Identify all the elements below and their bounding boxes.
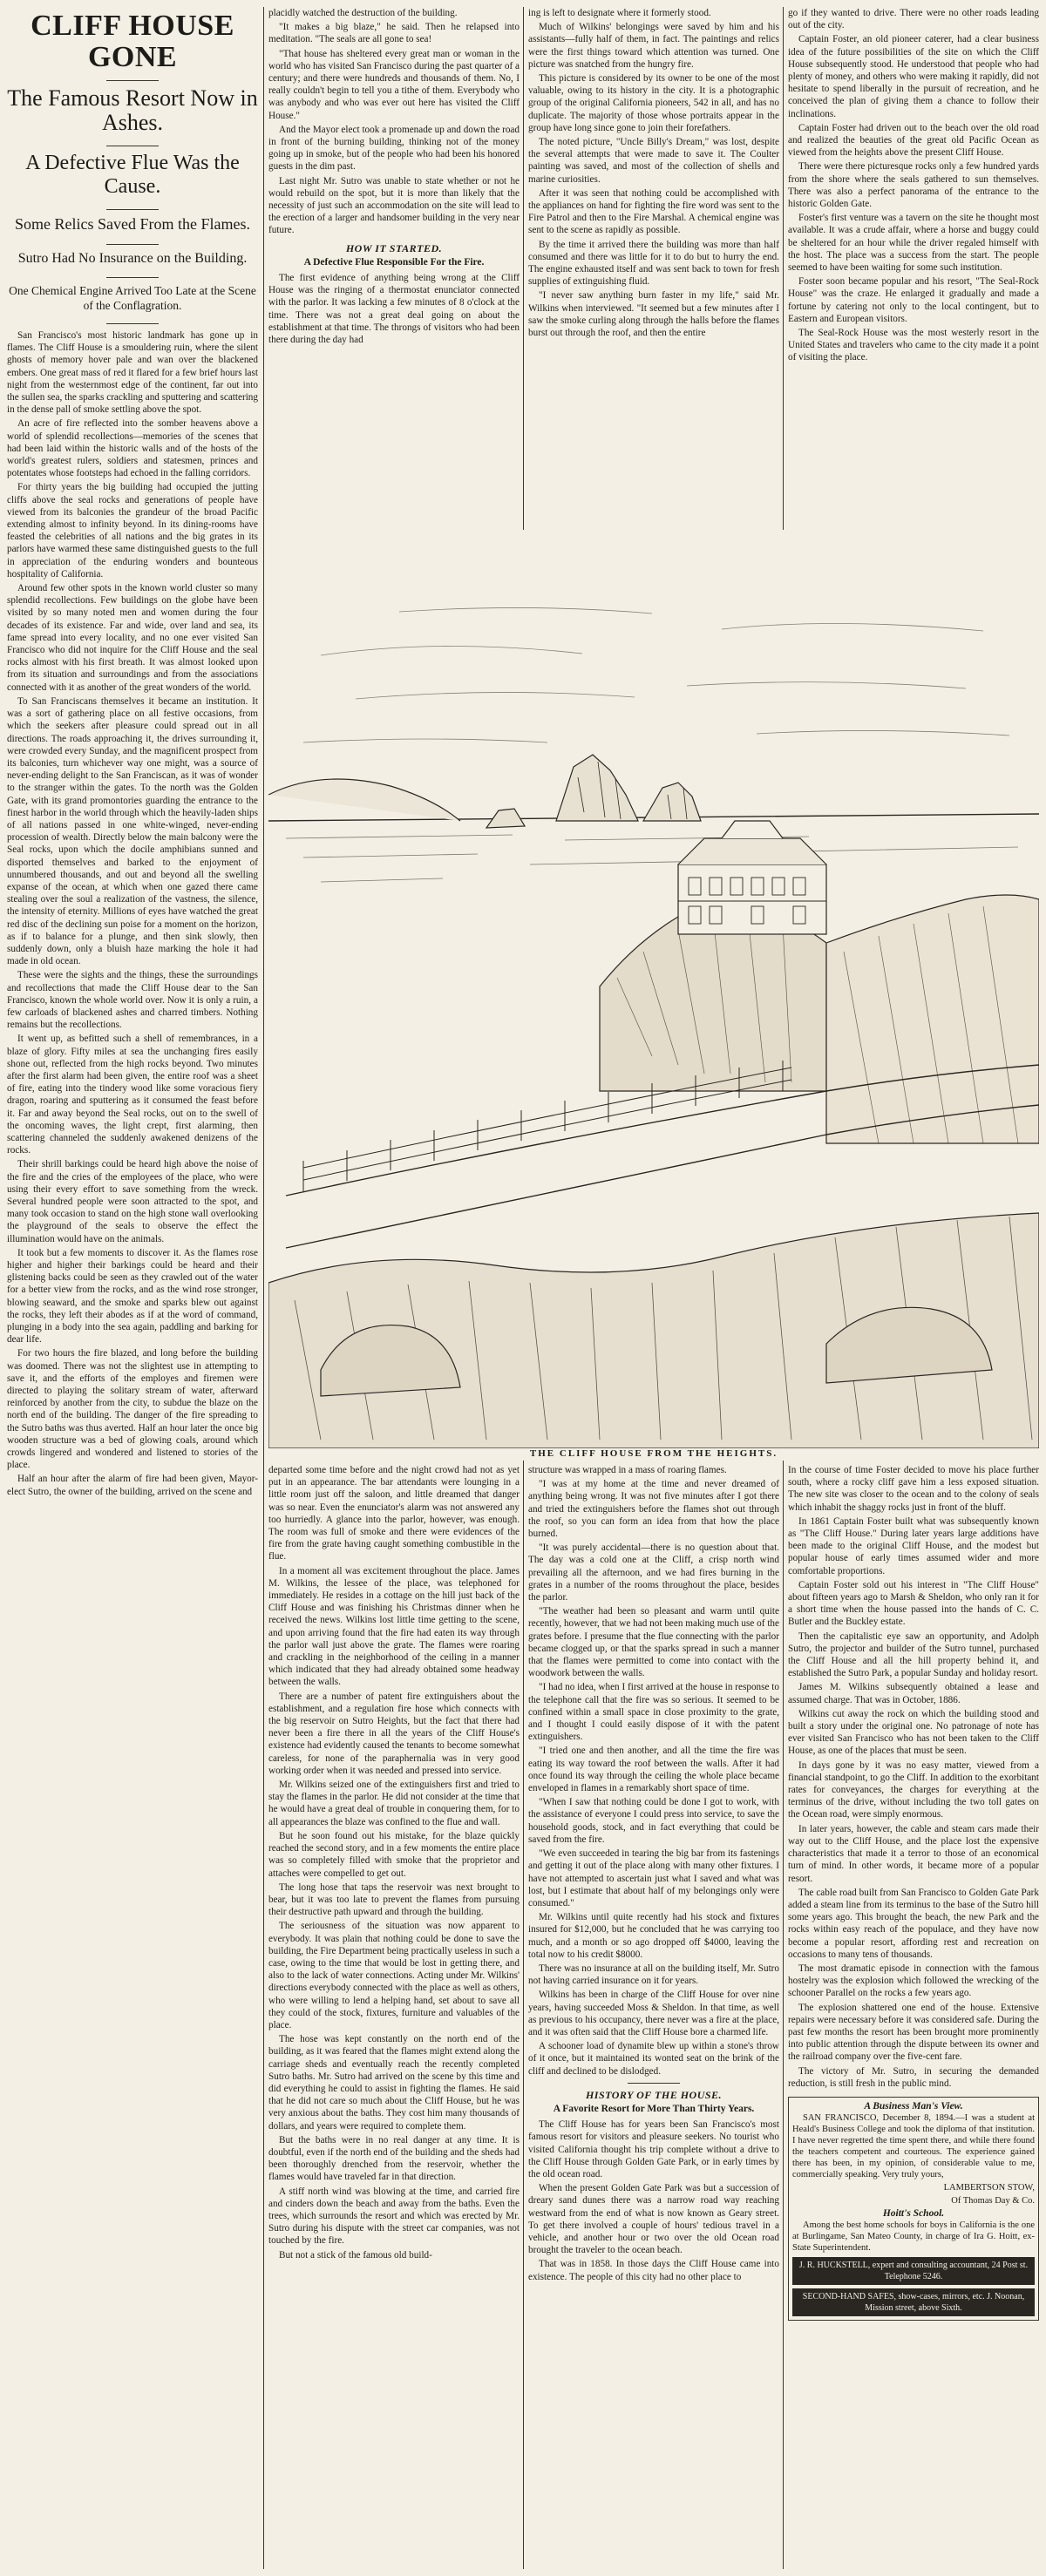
article-paragraph: Foster soon became popular and his resort, "The Seal-Rock House" was the craze. He enlarged it gradually and made a fortune by catering not only to the local contingent, but to Eastern and European visitors. [788, 276, 1039, 324]
article-paragraph: "When I saw that nothing could be done I got to work, with the assistance of everyone I could press into service, to save the household goods, stock, and in fact everything that could be saved from the fire. [528, 1797, 779, 1845]
article-paragraph: The Seal-Rock House was the most westerly resort in the United States and travelers who came to the city made it a point of visiting the place. [788, 328, 1039, 363]
article-paragraph: The explosion shattered one end of the house. Extensive repairs were necessary before it was considered safe. During the past few months the resort has been brought more prominently into public attention through the dispute between its owner and the railroad company over the five-cent fare. [788, 2002, 1039, 2063]
headline-deck-5: One Chemical Engine Arrived Too Late at the Scene of the Conflagration. [9, 284, 256, 312]
ad-title: A Business Man's View. [864, 2100, 963, 2112]
article-paragraph: In days gone by it was no easy matter, viewed from a financial standpoint, to go the Cliff. In addition to the exorbitant rates for conveyances, the charges for everything at the terminus of the drive, without including the two toll gates on the Ocean road, were simply enormous. [788, 1759, 1039, 1820]
article-paragraph: "We even succeeded in tearing the big bar from its fastenings and getting it out of the place along with many other fixtures. I have not attempted to ascertain just what I saved and what was lost, but I estimate that about half of my belongings only were consumed." [528, 1848, 779, 1908]
article-paragraph: The noted picture, "Uncle Billy's Dream," was lost, despite the several attempts that were made to save it. The Coulter painting was saved, and most of the collection of shells and marine curiosities. [528, 137, 779, 185]
article-paragraph: There are a number of patent fire extinguishers about the establishment, and a regulation fire hose which connects with the big reservoir on Sutro Heights, but the fact that there had never been a fire there in all the years of the Cliff House's existence had evidently caused the tenants to become somewhat careless, for none of the paraphernalia was in very good working order when it was needed and pressed into service. [268, 1691, 520, 1776]
article-paragraph: But he soon found out his mistake, for the blaze quickly reached the second story, and in a few moments the entire place was so completely filled with smoke that the proprietor and attaches were compelled to get out. [268, 1830, 520, 1879]
article-paragraph: After it was seen that nothing could be accomplished with the appliances on hand for fighting the fire word was sent to the Fire Patrol and then to the Fire Marshal. A chemical engine was sent to the scene as rapidly as possible. [528, 187, 779, 236]
headline-main: CLIFF HOUSE GONE [31, 10, 234, 73]
section-heading: HOW IT STARTED. [345, 241, 443, 254]
headline-deck-3: Some Relics Saved From the Flames. [15, 215, 250, 233]
article-paragraph: Captain Foster had driven out to the beach over the old road and realized the beauties of the great old Pacific Ocean as viewed from the heights above the present Cliff House. [788, 122, 1039, 159]
divider [106, 323, 159, 324]
column-3-top [528, 7, 779, 525]
column-rule [783, 1461, 784, 2569]
article-paragraph: San Francisco's most historic landmark has gone up in flames. The Cliff House is a smouldering ruin, where the silent ghosts of memory hover pale and wan over the blackened embers. One great mass of red it flared for a few brief hours last night from the westernmost edge of the continent, far out into the sullen sea, the sparks crackling and sputtering and scattering in the dense pall of smoke settling above the spot. [7, 330, 258, 416]
divider [106, 277, 159, 278]
article-paragraph: James M. Wilkins subsequently obtained a lease and assumed charge. That was in October, 1886. [788, 1682, 1039, 1705]
article-paragraph: go if they wanted to drive. There were no other roads leading out of the city. [788, 8, 1039, 31]
article-paragraph: Then the capitalistic eye saw an opportunity, and Adolph Sutro, the projector and builder of the Sutro tunnel, purchased the Cliff House and all the hill property behind it, and established the Sutro Park, a popular Sunday and holiday resort. [788, 1630, 1039, 1679]
article-paragraph: The victory of Mr. Sutro, in securing the demanded reduction, is still fresh in the public mind. [788, 2065, 1039, 2089]
divider [106, 80, 159, 81]
article-paragraph: For thirty years the big building had occupied the jutting cliffs above the seal rocks and generations of people have viewed from its balconies the grandeur of the broad Pacific extending almost to infinity beyond. In its dining-rooms have feasted the celebrities of all nations and the big grates in its parlors have warmed these same distinguished guests to the full in appreciation of the enduring wonders and bounteous hospitality of California. [7, 482, 258, 580]
ad-bar: SECOND-HAND SAFES, show-cases, mirrors, etc. J. Noonan, Mission street, above Sixth. [792, 2288, 1035, 2316]
article-paragraph: The hose was kept constantly on the north end of the building, as it was feared that the flames might extend along the carriage sheds and eventually reach the recently completed Sutro baths. Mr. Sutro had arrived on the scene by this time and did everything he could to assist in fighting the flames. He said that he did not care so much about the Cliff House, but he was very anxious about the baths. They cost him many thousands of dollars, and years were required to complete them. [268, 2034, 520, 2132]
article-paragraph: But not a stick of the famous old build- [279, 2249, 432, 2261]
column-3-bottom [528, 1464, 779, 2569]
headline-deck-2: A Defective Flue Was the Cause. [25, 152, 240, 198]
advertisement [788, 2097, 1039, 2321]
article-paragraph: There was no insurance at all on the building itself, Mr. Sutro not having carried insurance on it for years. [528, 1963, 779, 1987]
article-paragraph: By the time it arrived there the building was more than half consumed and there was little for it to do but to hurry the end. The engine exhausted itself and was sent back to town for fresh supplies of extinguishing fluid. [528, 239, 779, 288]
divider [106, 209, 159, 210]
column-rule [263, 7, 264, 530]
article-paragraph: "I never saw anything burn faster in my life," said Mr. Wilkins when interviewed. "It seemed but a few minutes after I saw the smoke curling along through the halls before the flames burst out through the roof, and then the entire [528, 290, 779, 339]
article-paragraph: A schooner load of dynamite blew up within a stone's throw of it once, but it maintained its wonted seat on the brink of the cliff and declined to be dislodged. [528, 2041, 779, 2077]
column-1 [7, 7, 258, 2569]
column-rule [263, 1461, 264, 2569]
article-paragraph: The most dramatic episode in connection with the famous hostelry was the explosion which followed the wrecking of the schooner Parallel on the rocks a few years ago. [788, 1963, 1039, 1999]
section-subheading: A Favorite Resort for More Than Thirty Years. [553, 2103, 755, 2114]
article-paragraph: "I was at my home at the time and never dreamed of anything being wrong. It was not five minutes after I got there and tried the extinguishers before the flames shot out through the roof, so you can form an idea from that how the place burned. [528, 1479, 779, 1540]
article-paragraph: Much of Wilkins' belongings were saved by him and his assistants—fully half of them, in fact. The paintings and relics were the first things toward which attention was turned. One picture was snatched from the hungry fire. [528, 22, 779, 70]
ad-signature: Of Thomas Day & Co. [951, 2195, 1035, 2206]
headline-deck-4: Sutro Had No Insurance on the Building. [17, 251, 248, 266]
article-paragraph: departed some time before and the night crowd had not as yet put in an appearance. The bar attendants were lounging in a little room just off the saloon, and little dreamed that danger was so near. Even the enunciator's alarm was not answered any too hurriedly. A glance into the parlor, however, was enough. The room was full of smoke and there were evidences of the fire from the grate having caught something combustible in the flue. [268, 1465, 520, 1563]
article-paragraph: The Cliff House has for years been San Francisco's most famous resort for visitors and pleasure seekers. No tourist who visited California thought his trip complete without a drive to the Cliff House through Golden Gate Park, or in early times by the old ocean road. [528, 2119, 779, 2179]
article-paragraph: But the baths were in no real danger at any time. It is doubtful, even if the north end of the building and the sheds had been thoroughly drenched from the reservoir, whether the flames would have traveled far in that direction. [268, 2134, 520, 2183]
article-paragraph: structure was wrapped in a mass of roaring flames. [528, 1465, 727, 1475]
article-paragraph: "I tried one and then another, and all the time the fire was eating its way toward the roof between the walls. After it had once found its way through the ceiling the whole place became enveloped in flames in a remarkably short space of time. [528, 1746, 779, 1794]
column-4-top [788, 7, 1039, 525]
divider [106, 244, 159, 245]
article-paragraph: These were the sights and the things, these the surroundings and recollections that made the Cliff House dear to the San Francisco, known the whole world over. Now it is only a ruin, a few carloads of blackened ashes and charred timbers. Nothing remains but the recollections. [7, 970, 258, 1031]
article-paragraph: In 1861 Captain Foster built what was subsequently known as "The Cliff House." During later years large additions have been made to the original Cliff House, and the modest but popular house of early times assumed wider and more comfortable proportions. [788, 1515, 1039, 1576]
article-paragraph: This picture is considered by its owner to be one of the most valuable, owing to its history in the city. It is a photographic group of the original California pioneers, 542 in all, and has no duplicate. The majority of those whose portraits appear in the group have long since gone to join their forefathers. [528, 73, 779, 133]
article-paragraph: Captain Foster, an old pioneer caterer, had a clear business idea of the future possibilities of the site on which the Cliff House subsequently stood. He understood that people who had plenty of money, and others who were making it rapidly, did not hesitate to spend liberally in the pursuit of recreation, and he conceived the plan of giving them a chance to follow their inclinations. [788, 34, 1039, 119]
article-paragraph: Captain Foster sold out his interest in "The Cliff House" about fifteen years ago to Marsh & Sheldon, who only ran it for a short time when the house passed into the hands of C. C. Butler and the Buckley estate. [788, 1579, 1039, 1628]
article-paragraph: Mr. Wilkins seized one of the extinguishers first and tried to stay the flames in the parlor. He did not consider at the time that he would have a great deal of trouble in conquering them, for to all appearances the blaze was confined to the flue and wall. [268, 1779, 520, 1827]
article-paragraph: That was in 1858. In those days the Cliff House came into existence. The people of this city had no other place to [528, 2259, 779, 2282]
article-paragraph: "It was purely accidental—there is no question about that. The day was a cold one at the Cliff, a crisp north wind prevailing all the afternoon, and we had fires burning in the grates in a number of the rooms throughout the place, besides the parlor. [528, 1542, 779, 1603]
section-heading: HISTORY OF THE HOUSE. [585, 2088, 723, 2101]
article-paragraph: There were there picturesque rocks only a few hundred yards from the shore where the seals gathered to sun themselves. There was also a perfect panorama of the entrance to the historic Golden Gate. [788, 161, 1039, 210]
section-subheading: A Defective Flue Responsible For the Fire. [303, 256, 485, 268]
column-rule [523, 1461, 524, 2569]
article-paragraph: In later years, however, the cable and steam cars made their way out to the Cliff House, and the place lost the expensive characteristics that made it a terror to those of an economical turn of mind. In other words, it became more of a popular resort. [788, 1823, 1039, 1884]
divider [628, 2083, 680, 2084]
headline-deck-1: The Famous Resort Now in Ashes. [7, 85, 258, 135]
column-rule [783, 7, 784, 530]
article-paragraph: "That house has sheltered every great man or woman in the world who has visited San Francisco during the past quarter of a century; and there were hundreds and thousands of them. No, I really couldn't begin to tell you a tithe of them. Everybody who was anybody and who was ever out here has visited the Cliff House." [268, 48, 520, 121]
article-paragraph: Last night Mr. Sutro was unable to state whether or not he would rebuild on the spot, but it is more than likely that the necessity of just such an accommodation on the site will lead to the erection of a larger and handsomer building in the very near future. [268, 175, 520, 236]
article-paragraph: "I had no idea, when I first arrived at the house in response to the telephone call that the fire was so serious. It seemed to be confined within a small space in close proximity to the grate, and I thought I could easily dispose of it with the patent extinguishers. [528, 1682, 779, 1743]
column-rule [263, 530, 264, 1461]
article-paragraph: An acre of fire reflected into the somber heavens above a world of splendid recollections—memories of the scenes that had been laid within the historic walls and of the hosts of the world's greatest rulers, soldiers and statesmen, princes and potentates whose footsteps had echoed in the falling corridors. [7, 418, 258, 479]
article-paragraph: Their shrill barkings could be heard high above the noise of the fire and the cries of the employees of the place, who were using their every effort to save something from the wreck. Several hundred people were soon attracted to the spot, and many took occasion to stand on the high stone wall overlooking the playground of the seals to observe the effect the illumination would have on the animals. [7, 1159, 258, 1244]
article-paragraph: ing is left to designate where it formerly stood. [528, 8, 711, 18]
article-paragraph: When the present Golden Gate Park was but a succession of dreary sand dunes there was a narrow road way reaching westward from the end of what is now known as Geary street. To get there involved a couple of hours' tedious travel in a vehicle, and another hour or two over the old Ocean road brought the traveler to the ocean beach. [528, 2183, 779, 2256]
article-paragraph: It went up, as befitted such a shell of remembrances, in a blaze of glory. Fifty miles at sea the unchanging fires easily shone out, reflected from the high rocks beyond. Two minutes after the first alarm had been given, the entire roof was a sheet of fire, eating into the tindery wood like some voracious fiery dragon, roaring and sputtering as it consumed the feast before it. Far and away beyond the Seal rocks, out on to the swell of the oncoming waves, the light crept, first alarming, then scattering channeled the suddenly awakened denizens of the rocks. [7, 1034, 258, 1156]
article-paragraph: placidly watched the destruction of the building. [268, 8, 458, 18]
article-paragraph: It took but a few moments to discover it. As the flames rose higher and higher their barkings could be heard and their glistening backs could be seen as they crawled out of the water for a better view from the rocks, and as the wind rose stronger, blowing seaward, and the smoke and sparks blew out against the rocks, they left their abodes as if at the word of command, plunging in a body into the sea again, paddling and barking for dear life. [7, 1247, 258, 1346]
article-paragraph: Around few other spots in the known world cluster so many splendid recollections. Few buildings on the globe have been visited by so many noted men and women during the four decades of its existence. Far and wide, over land and sea, its fame spread into every locality, and no one ever visited San Francisco who did not inquire for the Cliff House and the seal rocks almost with his first breath. It was almost looked upon from its situation and surroundings and from the associations connected with it as another of the great wonders of the world. [7, 583, 258, 693]
article-paragraph: A stiff north wind was blowing at the time, and carried fire and cinders down the beach and away from the baths. Even the trees, which surrounds the resort and which was erected by Mr. Sutro during his dispute with the street car companies, was not touched by the fire. [268, 2186, 520, 2247]
cliff-house-illustration [268, 533, 1039, 1459]
ad-title: Hoitt's School. [882, 2207, 945, 2219]
article-paragraph: For two hours the fire blazed, and long before the building was doomed. There was not the slightest use in attempting to save it, and the efforts of the employes and firemen were directed to playing the solitary stream of water, afterward reinforced by another from the city, to subdue the blaze on the north end of the building. The danger of the fire spreading to the Sutro baths was thus averted. Half an hour later the once big wooden structure was a bed of glowing coals, around which crowds lingered and wondered and listened to stories of the place. [7, 1348, 258, 1471]
ad-signature: LAMBERTSON STOW, [943, 2182, 1035, 2193]
article-paragraph: In a moment all was excitement throughout the place. James M. Wilkins, the lessee of the place, was telephoned for immediately. He resides in a cottage on the hill just back of the Cliff House and was finishing his Christmas dinner when he received the news. Wilkins lost little time getting to the scene, and upon arriving found that the fire had eaten its way through the parlor wall just above the grate. The flames were roaring and crackling in the neighborhood of the ceiling in a manner which indicated that they had already obtained some headway between the walls. [268, 1565, 520, 1688]
column-2-top [268, 7, 520, 525]
column-2-bottom [268, 1464, 520, 2569]
illustration-caption: THE CLIFF HOUSE FROM THE HEIGHTS. [529, 1448, 778, 1459]
article-paragraph: The cable road built from San Francisco to Golden Gate Park added a steam line from its terminus to the base of the Sutro hill some years ago. This brought the beach, the new Park and the rocks within easy reach of the populace, and they have now become a popular resort, affording rest and recreation on occasions to many tens of thousands. [788, 1887, 1039, 1960]
article-paragraph: And the Mayor elect took a promenade up and down the road in front of the burning building, thinking not of the money going up in smoke, but of the people who had been his honored guests in the dim past. [268, 124, 520, 173]
column-rule [523, 7, 524, 530]
ad-body: Among the best home schools for boys in California is the one at Burlingame, San Mateo County, in charge of Ira G. Hoitt, ex-State Superintendent. [792, 2220, 1035, 2253]
article-paragraph: "It makes a big blaze," he said. Then he relapsed into meditation. "The seals are all gone to sea! [268, 22, 520, 45]
article-paragraph: Wilkins has been in charge of the Cliff House for over nine years, having succeeded Moss & Sheldon. In that time, as well as previous to his occupancy, there never was a fire at the place, and it was often said that the Cliff House bore a charmed life. [528, 1990, 779, 2037]
article-paragraph: The first evidence of anything being wrong at the Cliff House was the ringing of a thermostat enunciator connected with the parlor. It was lacking a few minutes of 8 o'clock at the time. There was not a great deal going on about the establishment at that time. The throngs of visitors who had been there during the day had [268, 273, 520, 346]
article-paragraph: Half an hour after the alarm of fire had been given, Mayor-elect Sutro, the owner of the building, arrived on the scene and [7, 1474, 258, 1497]
article-paragraph: Wilkins cut away the rock on which the building stood and built a story under the original one. No patronage of note has ever visited San Francisco who has not been taken to the Cliff House, as one of the places that must be seen. [788, 1708, 1039, 1757]
engraving-drawing [268, 533, 1039, 1448]
article-paragraph: To San Franciscans themselves it became an institution. It was a sort of gathering place on all festive occasions, from which the seekers after pleasure could spread out in all directions. The roads approaching it, the drives surrounding it, were crowded every Sunday, and the magnificent prospect from its balconies, turn whichever way one might, was a source of never-ending delight to the San Franciscan, as it was of wonder to the stranger within the gates. To the north was the Golden Gate, with its grand promontories guarding the entrance to the finest harbor in the world through which the heavily-laden ships of all nations passed in one white-winged, never-ending procession of wealth. Directly below the main balcony were the Seal rocks, upon which the docile amphibians sunned and disported themselves and barked to the enjoyment of unnumbered thousands, and out and beyond all the swelling expanse of the ocean, at which when one gazed there came stealing over the soul a realization of the vastness, the silence, the intensity of eternity. Millions of eyes have watched the great red disc of the declining sun poise for a moment on the horizon, as if to balance for a plunge, and then sink slowly, then suddenly down, only a bluish haze marking the hole it had made in old ocean. [7, 695, 258, 967]
column-4-bottom [788, 1464, 1039, 2569]
article-paragraph: Mr. Wilkins until quite recently had his stock and fixtures insured for $12,000, but he concluded that he was carrying too much, and a month or so ago dropped off $4000, leaving the total now to his credit $8000. [528, 1912, 779, 1960]
ad-bar: J. R. HUCKSTELL, expert and consulting accountant, 24 Post st. Telephone 5246. [792, 2257, 1035, 2285]
ad-body: SAN FRANCISCO, December 8, 1894.—I was a student at Heald's Business College and took the diploma of that institution. I have never regretted the time spent there, and while there found the teachers competent and courteous. The experience gained there has been, in my opinion, of considerable value to me, commercially speaking. Very truly yours, [792, 2112, 1035, 2179]
article-paragraph: In the course of time Foster decided to move his place further south, where a rocky cliff gave him a less exposed situation. The new site was closer to the ocean and to the colony of seals which inhabit the shaggy rocks just in front of the bluff. [788, 1465, 1039, 1513]
article-paragraph: "The weather had been so pleasant and warm until quite recently, however, that we had not been making much use of the grates before. I presume that the flue connecting with the parlor became clogged up, or that the sparks spread in such a manner that the flames were permitted to come into contact with the woodwork between the walls. [528, 1606, 779, 1679]
article-paragraph: The seriousness of the situation was now apparent to everybody. It was plain that nothing could be done to save the building, the Fire Department being practically useless in such a case, owing to the time that would be lost in getting there, and also to the lack of water connections. Acting under Mr. Wilkins' directions everybody connected with the place as well as others, who were willing to lend a helping hand, set about to save all they could of the stock, fixtures, furniture and valuables of the place. [268, 1921, 520, 2030]
article-paragraph: Foster's first venture was a tavern on the site he thought most available. It was a crude affair, where a horse and buggy could be sheltered for an hour while the driver regaled himself with the host. The place was a success from the start. The people seemed to have been waiting for some such institution. [788, 213, 1039, 274]
article-paragraph: The long hose that taps the reservoir was next brought to bear, but it was too late to prevent the flames from pursuing their destructive path upward and through the building. [268, 1881, 520, 1918]
